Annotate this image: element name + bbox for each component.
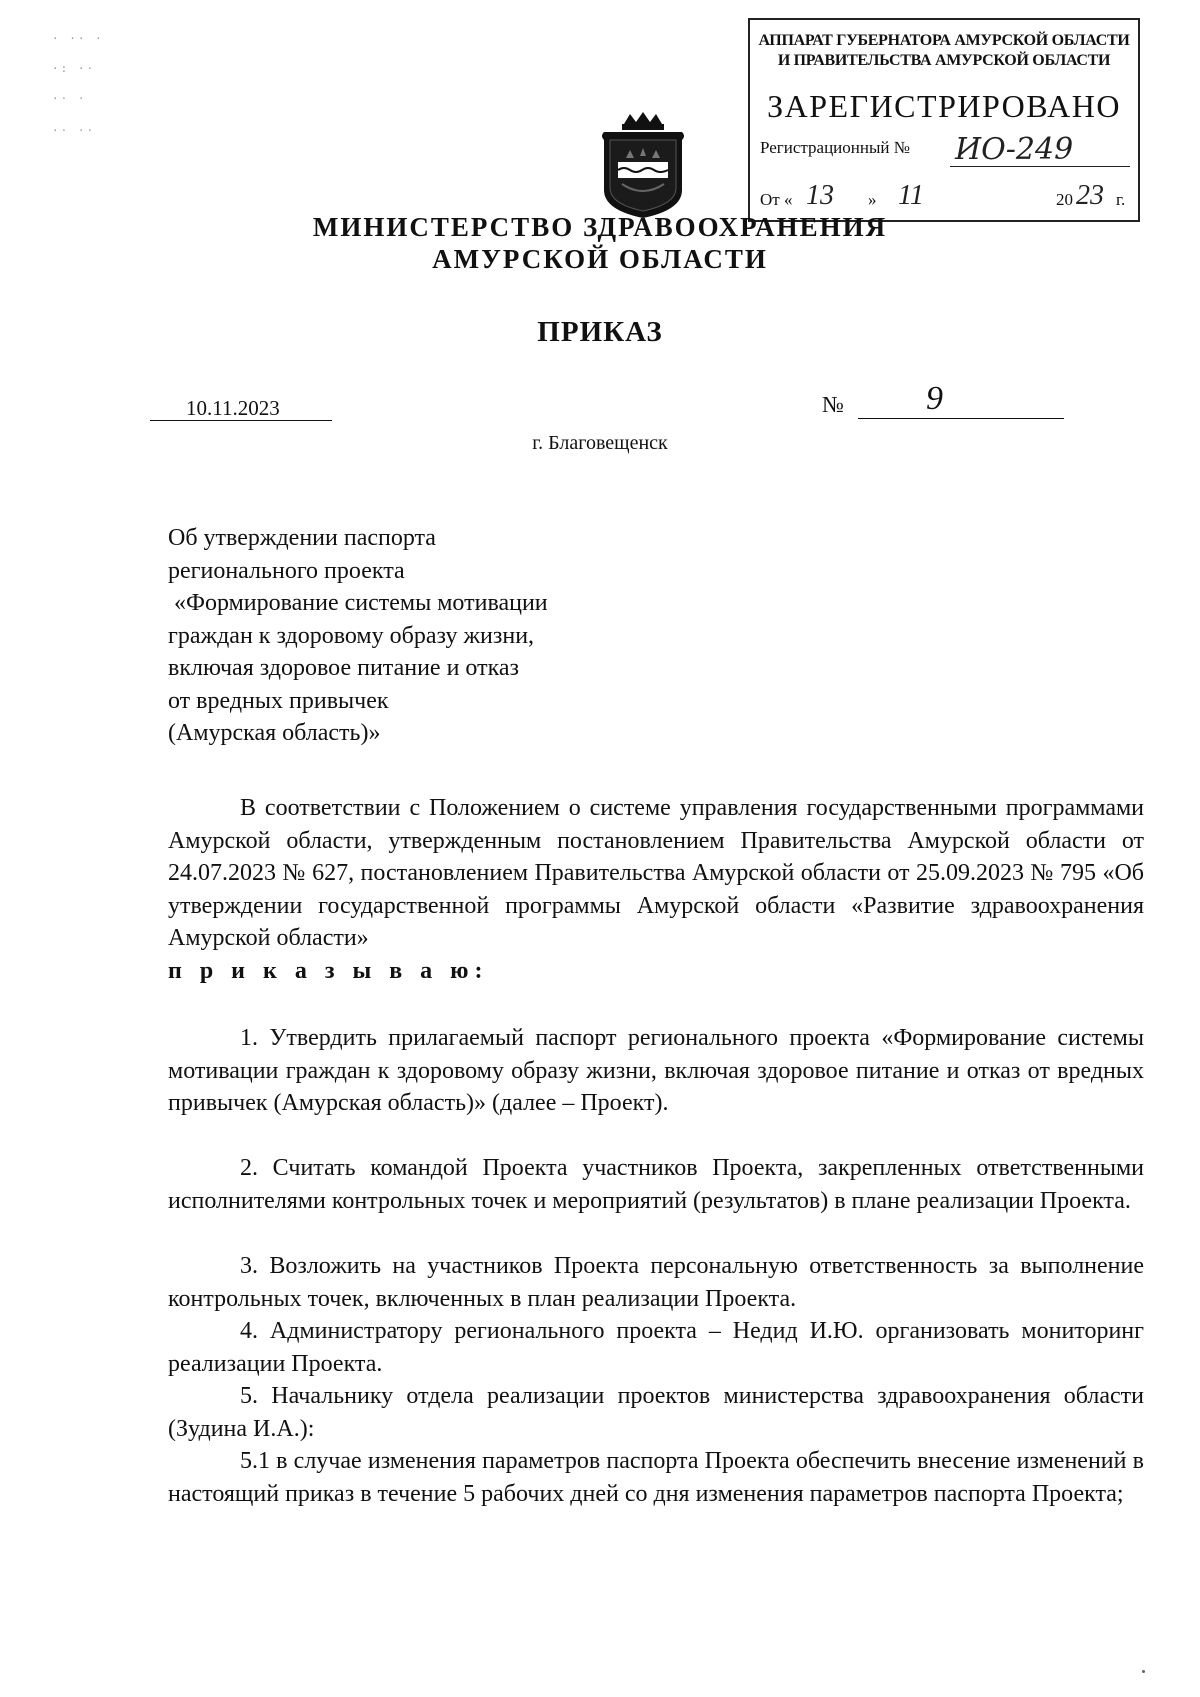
- amur-coat-of-arms-icon: [596, 110, 690, 220]
- order-subject: [168, 522, 548, 750]
- stamp-date-day: 13: [806, 180, 834, 211]
- item-3: 3. Возложить на участников Проекта персональную ответственность за выполнение контрольных точек, включенных в план реализации Проекта.: [168, 1253, 1144, 1312]
- preamble-paragraph: В соответствии с Положением о системе управления государственными программами Амурской области, утвержденным постановлением Правительства Амурской области от 24.07.2023 № 627, постановлением Правительства Амурской области от 25.09.2023 № 795 «Об утверждении государственной программы Амурской области «Развитие здравоохранения Амурской области»: [168, 795, 1144, 951]
- scan-artifact: · ·· ·: [52, 32, 104, 45]
- order-number-label: №: [822, 392, 844, 417]
- order-date: 10.11.2023: [186, 396, 280, 420]
- scan-speck: [1142, 1670, 1145, 1673]
- stamp-date-year-prefix: 20: [1056, 190, 1073, 209]
- order-word: п р и к а з ы в а ю:: [168, 958, 489, 984]
- item-4: 4. Администратору регионального проекта – Недид И.Ю. организовать мониторинг реализации Проекта.: [168, 1318, 1144, 1377]
- subject-line: Об утверждении паспорта: [168, 525, 436, 551]
- scan-artifact: ·: ··: [52, 62, 96, 75]
- item-1: 1. Утвердить прилагаемый паспорт регионального проекта «Формирование системы мотивации граждан к здоровому образу жизни, включая здоровое питание и отказ от вредных привычек (Амурская область)» (далее – Проект).: [168, 1025, 1144, 1116]
- subject-line: от вредных привычек: [168, 687, 389, 714]
- stamp-date-year-hand: 23: [1076, 180, 1104, 211]
- stamp-date-from: От «: [760, 190, 793, 209]
- scan-artifact: ·· ··: [52, 124, 96, 137]
- ministry-name-line2: АМУРСКОЙ ОБЛАСТИ: [432, 244, 768, 274]
- scan-artifact: ·· ·: [52, 92, 87, 105]
- document-type: ПРИКАЗ: [537, 316, 663, 348]
- subject-line: регионального проекта: [168, 557, 405, 584]
- item-5-1: 5.1 в случае изменения параметров паспорта Проекта обеспечить внесение изменений в настоящий приказ в течение 5 рабочих дней со дня изменения параметров паспорта Проекта;: [168, 1448, 1144, 1507]
- stamp-reg-number: ИО-249: [955, 132, 1074, 167]
- stamp-date-suffix: г.: [1116, 190, 1126, 209]
- stamp-date-sep: »: [868, 190, 877, 209]
- stamp-reg-label: Регистрационный №: [760, 138, 910, 157]
- subject-line: «Формирование системы мотивации: [168, 590, 548, 616]
- stamp-date-row: [760, 180, 1132, 214]
- subject-line: (Амурская область)»: [168, 720, 381, 746]
- stamp-org-line2: И ПРАВИТЕЛЬСТВА АМУРСКОЙ ОБЛАСТИ: [777, 52, 1111, 69]
- item-2: 2. Считать командой Проекта участников Проекта, закрепленных ответственными исполнителями контрольных точек и мероприятий (результатов) в плане реализации Проекта.: [168, 1155, 1144, 1214]
- order-number: 9: [926, 380, 943, 417]
- item-5: 5. Начальнику отдела реализации проектов министерства здравоохранения области (Зудина И.А.):: [168, 1383, 1144, 1442]
- order-number-underline: [858, 418, 1064, 419]
- subject-line: граждан к здоровому образу жизни,: [168, 622, 535, 649]
- stamp-title: ЗАРЕГИСТРИРОВАНО: [767, 88, 1121, 124]
- registration-stamp: [748, 18, 1140, 222]
- city: г. Благовещенск: [532, 432, 668, 454]
- stamp-org-line1: АППАРАТ ГУБЕРНАТОРА АМУРСКОЙ ОБЛАСТИ: [758, 32, 1130, 49]
- ministry-name-line1: МИНИСТЕРСТВО ЗДРАВООХРАНЕНИЯ: [312, 212, 888, 242]
- subject-line: включая здоровое питание и отказ: [168, 655, 520, 681]
- stamp-date-month: 11: [898, 180, 924, 211]
